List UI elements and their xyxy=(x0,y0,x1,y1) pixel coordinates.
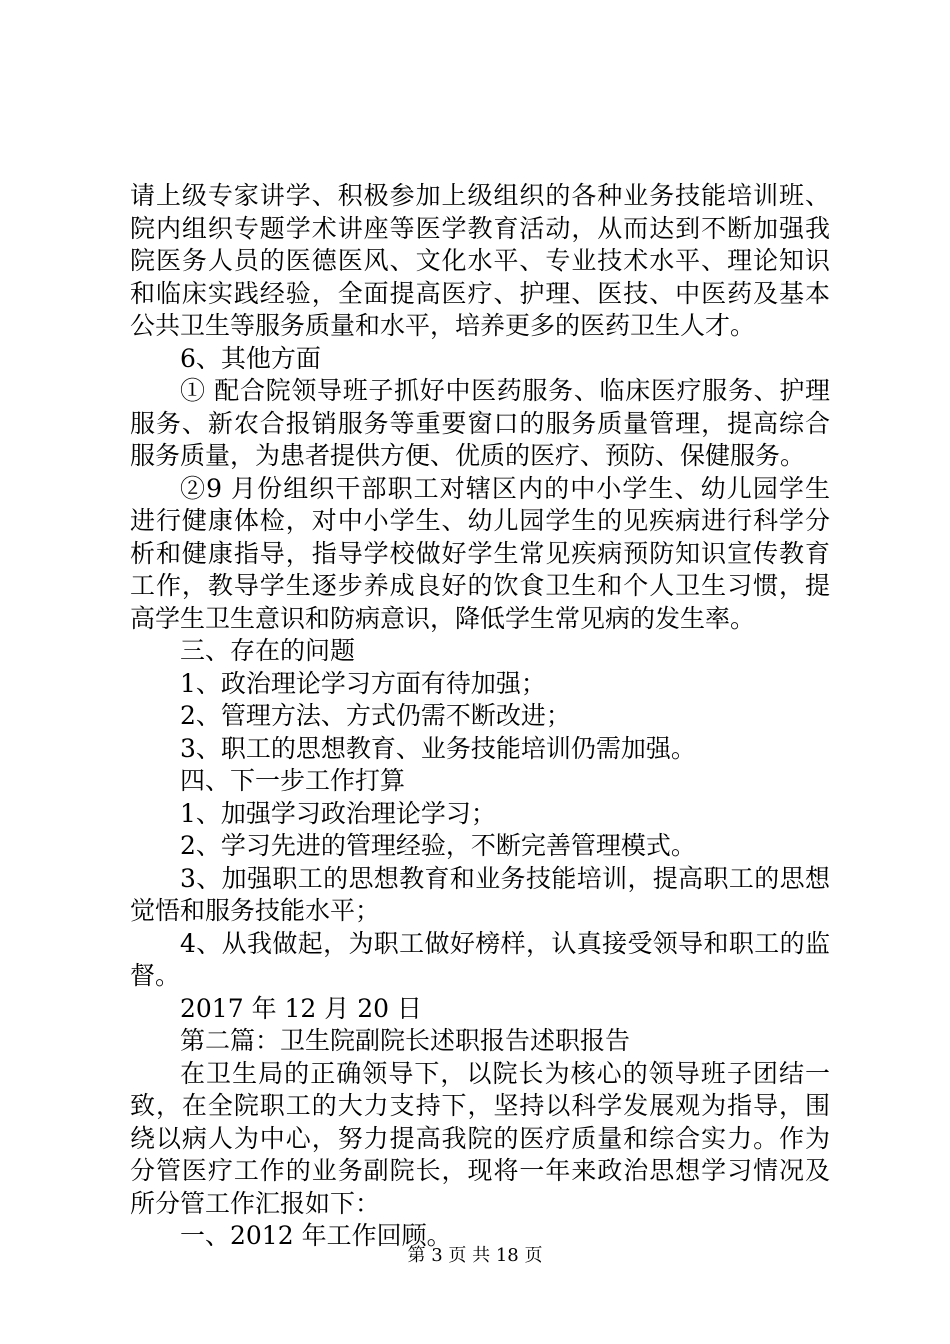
text-line: 院医务人员的医德医风、文化水平、专业技术水平、理论知识 xyxy=(130,246,830,275)
text-line: 致，在全院职工的大力支持下，坚持以科学发展观为指导，围 xyxy=(130,1091,830,1120)
list-item: 3、加强职工的思想教育和业务技能培训，提高职工的思想 xyxy=(180,863,830,893)
text-line: ②9 月份组织干部职工对辖区内的中小学生、幼儿园学生 xyxy=(180,473,830,503)
date-line: 2017 年 12 月 20 日 xyxy=(180,993,422,1023)
list-item: 1、政治理论学习方面有待加强； xyxy=(180,668,546,698)
chapter-title: 第二篇：卫生院副院长述职报告述职报告 xyxy=(180,1026,631,1055)
text-line: 公共卫生等服务质量和水平，培养更多的医药卫生人才。 xyxy=(130,311,756,340)
text-line: 和临床实践经验，全面提高医疗、护理、医技、中医药及基本 xyxy=(130,278,830,308)
text-line: 绕以病人为中心，努力提高我院的医疗质量和综合实力。作为 xyxy=(130,1123,830,1153)
text-line: 请上级专家讲学、积极参加上级组织的各种业务技能培训班、 xyxy=(130,181,830,210)
text-line: 工作，教导学生逐步养成良好的饮食卫生和个人卫生习惯，提 xyxy=(130,571,830,600)
list-item: 3、职工的思想教育、业务技能培训仍需加强。 xyxy=(180,733,696,763)
list-item: 4、从我做起，为职工做好榜样，认真接受领导和职工的监 xyxy=(180,928,830,958)
page-footer: 第 3 页 共 18 页 xyxy=(407,1245,543,1266)
text-line: 分管医疗工作的业务副院长，现将一年来政治思想学习情况及 xyxy=(130,1156,830,1185)
text-line: 在卫生局的正确领导下，以院长为核心的领导班子团结一 xyxy=(180,1058,830,1088)
list-item: 1、加强学习政治理论学习； xyxy=(180,798,496,828)
text-line: 服务质量，为患者提供方便、优质的医疗、预防、保健服务。 xyxy=(130,441,806,470)
section-heading: 三、存在的问题 xyxy=(180,636,356,665)
body-text xyxy=(130,180,830,1253)
text-line: 高学生卫生意识和防病意识，降低学生常见病的发生率。 xyxy=(130,603,756,633)
text-line: ① 配合院领导班子抓好中医药服务、临床医疗服务、护理 xyxy=(180,376,830,405)
text-line: 督。 xyxy=(130,961,181,990)
text-line: 所分管工作汇报如下： xyxy=(130,1188,381,1218)
list-item: 2、学习先进的管理经验，不断完善管理模式。 xyxy=(180,831,696,860)
text-line: 进行健康体检，对中小学生、幼儿园学生的见疾病进行科学分 xyxy=(130,506,830,535)
text-line: 析和健康指导，指导学校做好学生常见疾病预防知识宣传教育 xyxy=(130,538,830,568)
text-line: 服务、新农合报销服务等重要窗口的服务质量管理，提高综合 xyxy=(130,408,830,438)
text-line: 院内组织专题学术讲座等医学教育活动，从而达到不断加强我 xyxy=(130,213,830,243)
list-item: 2、管理方法、方式仍需不断改进； xyxy=(180,701,571,730)
section-heading: 四、下一步工作打算 xyxy=(180,766,406,795)
text-line: 觉悟和服务技能水平； xyxy=(130,896,381,925)
section-heading: 6、其他方面 xyxy=(180,343,321,373)
section-heading: 一、2012 年工作回顾。 xyxy=(180,1221,452,1250)
